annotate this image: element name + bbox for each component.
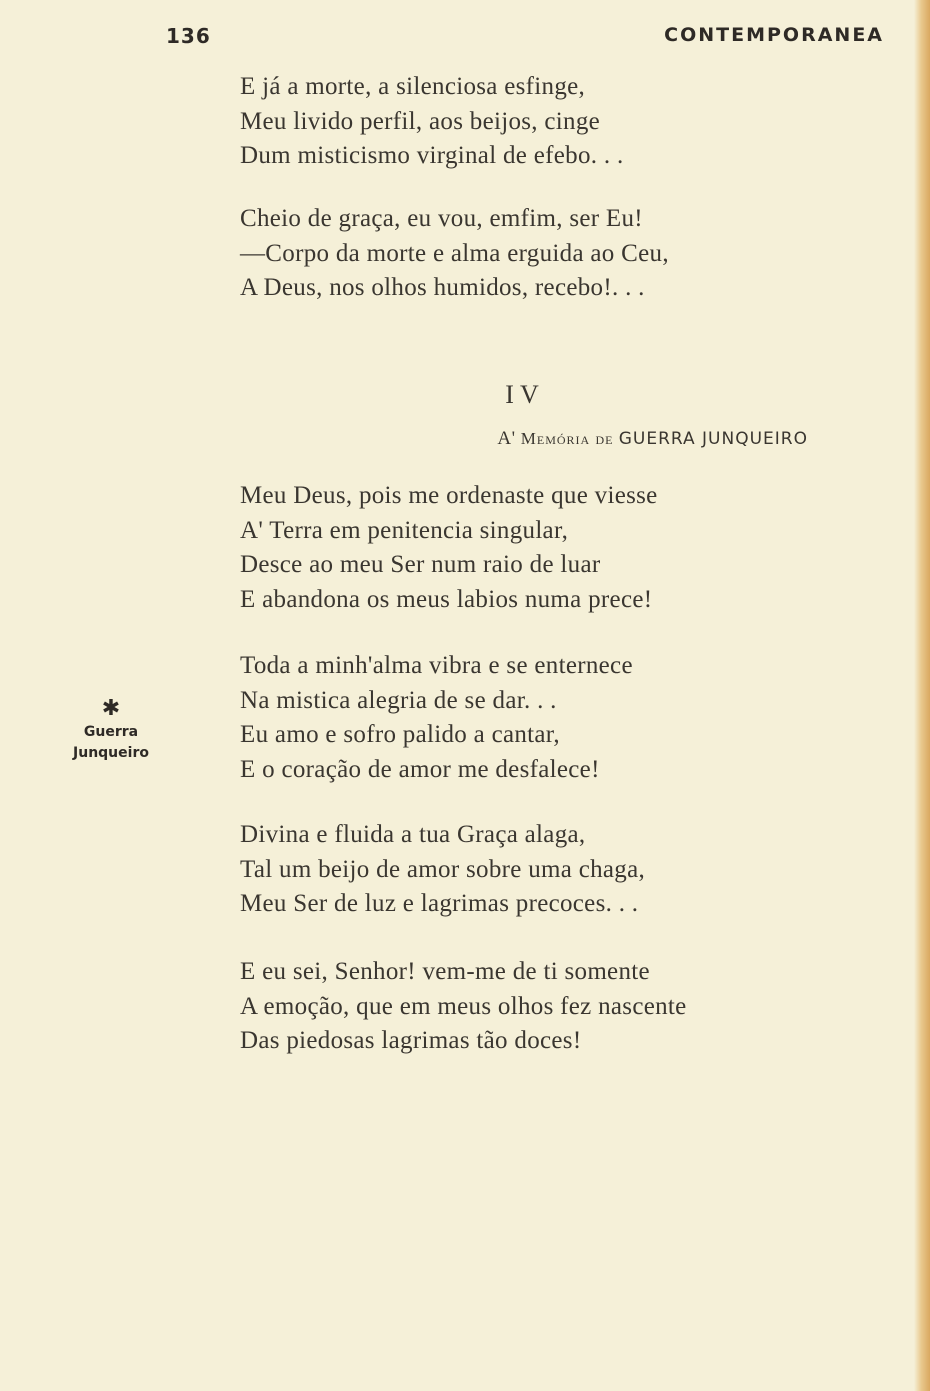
verse-line: Toda a minh'alma vibra e se enternece [240, 652, 633, 679]
verse-line: Meu Deus, pois me ordenaste que viesse [240, 482, 658, 509]
verse-line: Desce ao meu Ser num raio de luar [240, 551, 601, 578]
verse-line: Das piedosas lagrimas tão doces! [240, 1027, 582, 1054]
stanza [240, 649, 633, 787]
margin-note-line: Guerra [83, 724, 139, 740]
dedication-name: GUERRA JUNQUEIRO [618, 429, 808, 449]
verse-line: Meu Ser de luz e lagrimas precoces. . . [240, 890, 639, 917]
verse-line: E o coração de amor me desfalece! [240, 755, 600, 783]
verse-line: Tal um beijo de amor sobre uma chaga, [240, 855, 646, 883]
verse-line: Eu amo e sofro palido a cantar, [240, 721, 560, 748]
verse-line: E já a morte, a silenciosa esfinge, [240, 73, 586, 100]
dedication-prefix: A' [497, 428, 516, 449]
margin-note [56, 696, 166, 764]
verse-line: A Deus, nos olhos humidos, recebo!. . . [240, 274, 645, 301]
stanza [240, 955, 687, 1059]
verse-line: —Corpo da morte e alma erguida ao Ceu, [240, 239, 669, 267]
asterisk-icon: ✱ [101, 696, 121, 721]
verse-line: E eu sei, Senhor! vem-me de ti somente [240, 958, 650, 985]
stanza [240, 202, 669, 306]
verse-line: Na mistica alegria de se dar. . . [240, 686, 557, 714]
dedication [497, 428, 808, 450]
stanza [240, 479, 658, 617]
margin-note-line: Junqueiro [73, 745, 149, 761]
page-number: 136 [166, 24, 211, 48]
section-numeral: IV [505, 380, 545, 409]
verse-line: A' Terra em penitencia singular, [240, 516, 569, 544]
verse-line: Divina e fluida a tua Graça alaga, [240, 821, 586, 848]
stanza [240, 818, 645, 922]
verse-line: Cheio de graça, eu vou, emfim, ser Eu! [240, 205, 643, 232]
verse-line: Meu livido perfil, aos beijos, cinge [240, 107, 601, 135]
running-title: CONTEMPORANEA [664, 24, 884, 46]
page-edge [914, 0, 930, 1391]
verse-line: Dum misticismo virginal de efebo. . . [240, 142, 624, 169]
verse-line: E abandona os meus labios numa prece! [240, 585, 653, 613]
verse-line: A emoção, que em meus olhos fez nascente [240, 992, 687, 1020]
stanza [240, 70, 624, 174]
dedication-smallcaps: Memória de [520, 429, 614, 448]
page-header [0, 24, 930, 50]
